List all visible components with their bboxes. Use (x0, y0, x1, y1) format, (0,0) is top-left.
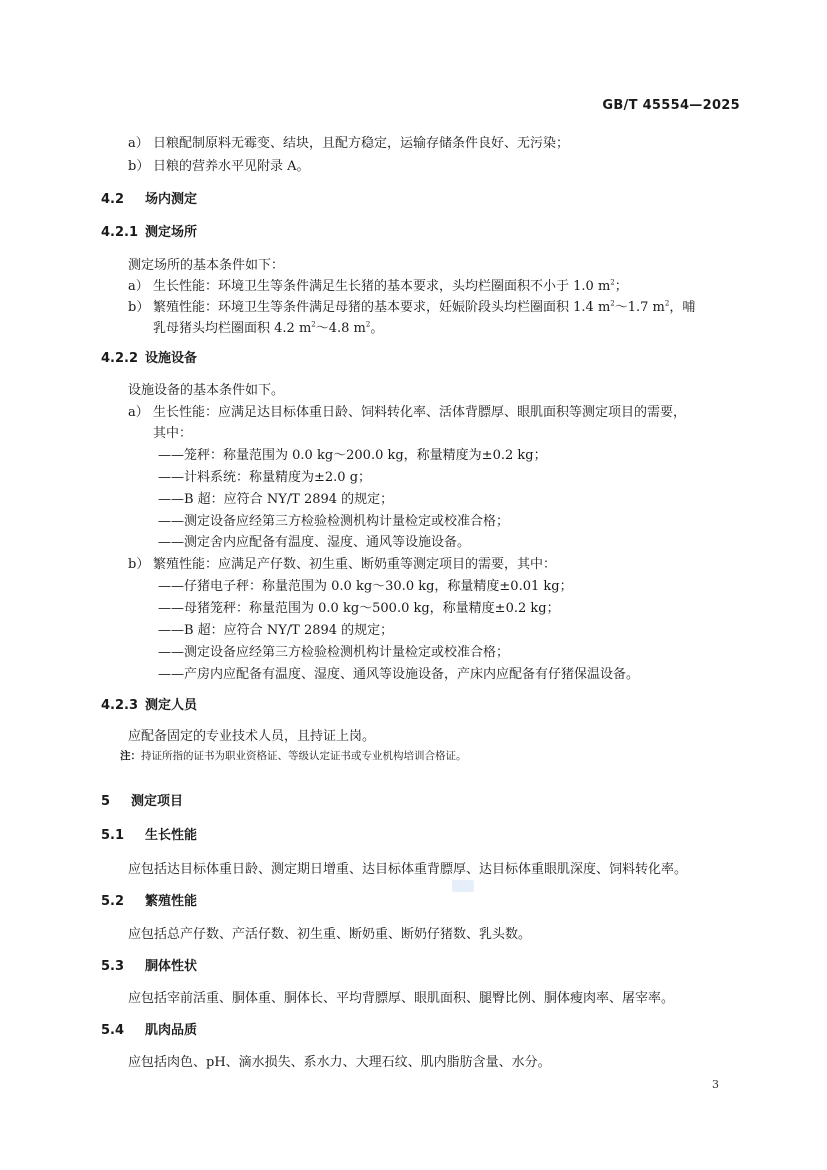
section-title: 测定项目 (131, 794, 184, 809)
page-number: 3 (712, 1078, 719, 1091)
list-item (128, 555, 556, 575)
list-label: b） (128, 159, 150, 174)
list-label: a） (128, 279, 149, 294)
paragraph: 设施设备的基本条件如下。 (128, 383, 285, 398)
list-label: b） (128, 557, 150, 572)
watermark (452, 880, 474, 892)
section-number: 5.1 (101, 828, 125, 843)
section-heading (101, 1021, 197, 1041)
superscript: 2 (610, 278, 615, 287)
dash-item: ——仔猪电子秤：称量范围为 0.0 kg～30.0 kg，称量精度±0.01 kg； (158, 579, 573, 594)
list-item (128, 277, 628, 297)
list-text: 。 (370, 321, 384, 336)
section-title: 测定人员 (145, 698, 198, 713)
dash-item: ——测定设备应经第三方检验检测机构计量检定或校准合格； (158, 645, 510, 660)
note-text: 持证所指的证书为职业资格证、等级认定证书或专业机构培训合格证。 (141, 750, 467, 762)
list-text: 生长性能：应满足达目标体重日龄、饲料转化率、活体背膘厚、眼肌面积等测定项目的需要， (153, 405, 687, 420)
section-heading (101, 892, 197, 912)
chapter-heading (101, 792, 183, 812)
section-number: 5.3 (101, 959, 125, 974)
section-number: 4.2.2 (101, 351, 139, 366)
section-title: 繁殖性能 (145, 894, 198, 909)
list-text: 乳母猪头均栏圈面积 4.2 m (153, 321, 312, 336)
superscript: 2 (664, 299, 670, 308)
list-text: 生长性能：环境卫生等条件满足生长猪的基本要求，头均栏圈面积不小于 1.0 m (153, 279, 611, 294)
section-title: 场内测定 (145, 192, 198, 207)
section-title: 测定场所 (145, 225, 198, 240)
paragraph: 应包括肉色、pH、滴水损失、系水力、大理石纹、肌内脂肪含量、水分。 (128, 1055, 551, 1070)
dash-item: ——B 超：应符合 NY/T 2894 的规定； (158, 492, 394, 507)
dash-item: ——母猪笼秤：称量范围为 0.0 kg～500.0 kg，称量精度±0.2 kg； (158, 601, 560, 616)
paragraph: 测定场所的基本条件如下： (128, 258, 285, 273)
list-text: 繁殖性能：环境卫生等条件满足母猪的基本要求，妊娠阶段头均栏圈面积 1.4 m (153, 300, 611, 315)
paragraph: 应包括总产仔数、产活仔数、初生重、断奶重、断奶仔猪数、乳头数。 (128, 927, 532, 942)
list-text: 繁殖性能：应满足产仔数、初生重、断奶重等测定项目的需要，其中： (153, 557, 557, 572)
section-heading (101, 349, 197, 369)
section-heading (101, 223, 197, 243)
section-heading (101, 190, 197, 210)
section-title: 胴体性状 (145, 959, 198, 974)
list-text: ，哺 (669, 300, 696, 315)
section-number: 4.2.1 (101, 225, 139, 240)
section-title: 生长性能 (145, 828, 198, 843)
list-item (128, 403, 686, 423)
note (120, 748, 467, 764)
section-heading (101, 696, 197, 716)
list-text: 日粮配制原料无霉变、结块，且配方稳定，运输存储条件良好、无污染； (153, 136, 570, 151)
section-title: 肌肉品质 (145, 1023, 198, 1038)
list-text: ～4.8 m (315, 321, 366, 336)
dash-item: ——B 超：应符合 NY/T 2894 的规定； (158, 623, 394, 638)
dash-item: ——计料系统：称量精度为±2.0 g； (158, 470, 372, 485)
superscript: 2 (365, 320, 371, 329)
list-text: ～1.7 m (614, 300, 665, 315)
section-heading (101, 826, 197, 846)
section-number: 5 (101, 794, 111, 809)
dash-item: ——笼秤：称量范围为 0.0 kg～200.0 kg，称量精度为±0.2 kg； (158, 448, 547, 463)
list-item (128, 134, 569, 154)
list-label: a） (128, 405, 149, 420)
standard-code: GB/T 45554—2025 (602, 98, 740, 113)
note-label: 注： (120, 750, 141, 762)
section-heading (101, 957, 197, 977)
list-item (128, 298, 695, 318)
paragraph: 应包括宰前活重、胴体重、胴体长、平均背膘厚、眼肌面积、腿臀比例、胴体瘦肉率、屠宰率。 (128, 991, 675, 1006)
section-number: 5.2 (101, 894, 125, 909)
list-item-continuation (153, 319, 383, 339)
paragraph: 应包括达目标体重日龄、测定期日增重、达目标体重背膘厚、达目标体重眼肌深度、饲料转化率。 (128, 862, 688, 877)
list-text-end: ； (614, 279, 628, 294)
dash-item: ——测定设备应经第三方检验检测机构计量检定或校准合格； (158, 514, 510, 529)
dash-item: ——测定舍内应配备有温度、湿度、通风等设施设备。 (158, 535, 471, 550)
list-item (128, 157, 310, 177)
list-item-continuation: 其中： (153, 426, 193, 441)
dash-item: ——产房内应配备有温度、湿度、通风等设施设备，产床内应配备有仔猪保温设备。 (158, 667, 640, 682)
list-text: 日粮的营养水平见附录 A。 (153, 159, 310, 174)
list-label: b） (128, 300, 150, 315)
superscript: 2 (610, 299, 615, 308)
section-number: 5.4 (101, 1023, 125, 1038)
section-title: 设施设备 (145, 351, 198, 366)
section-number: 4.2 (101, 192, 125, 207)
list-label: a） (128, 136, 149, 151)
section-number: 4.2.3 (101, 698, 139, 713)
superscript: 2 (311, 320, 316, 329)
paragraph: 应配备固定的专业技术人员，且持证上岗。 (128, 729, 376, 744)
